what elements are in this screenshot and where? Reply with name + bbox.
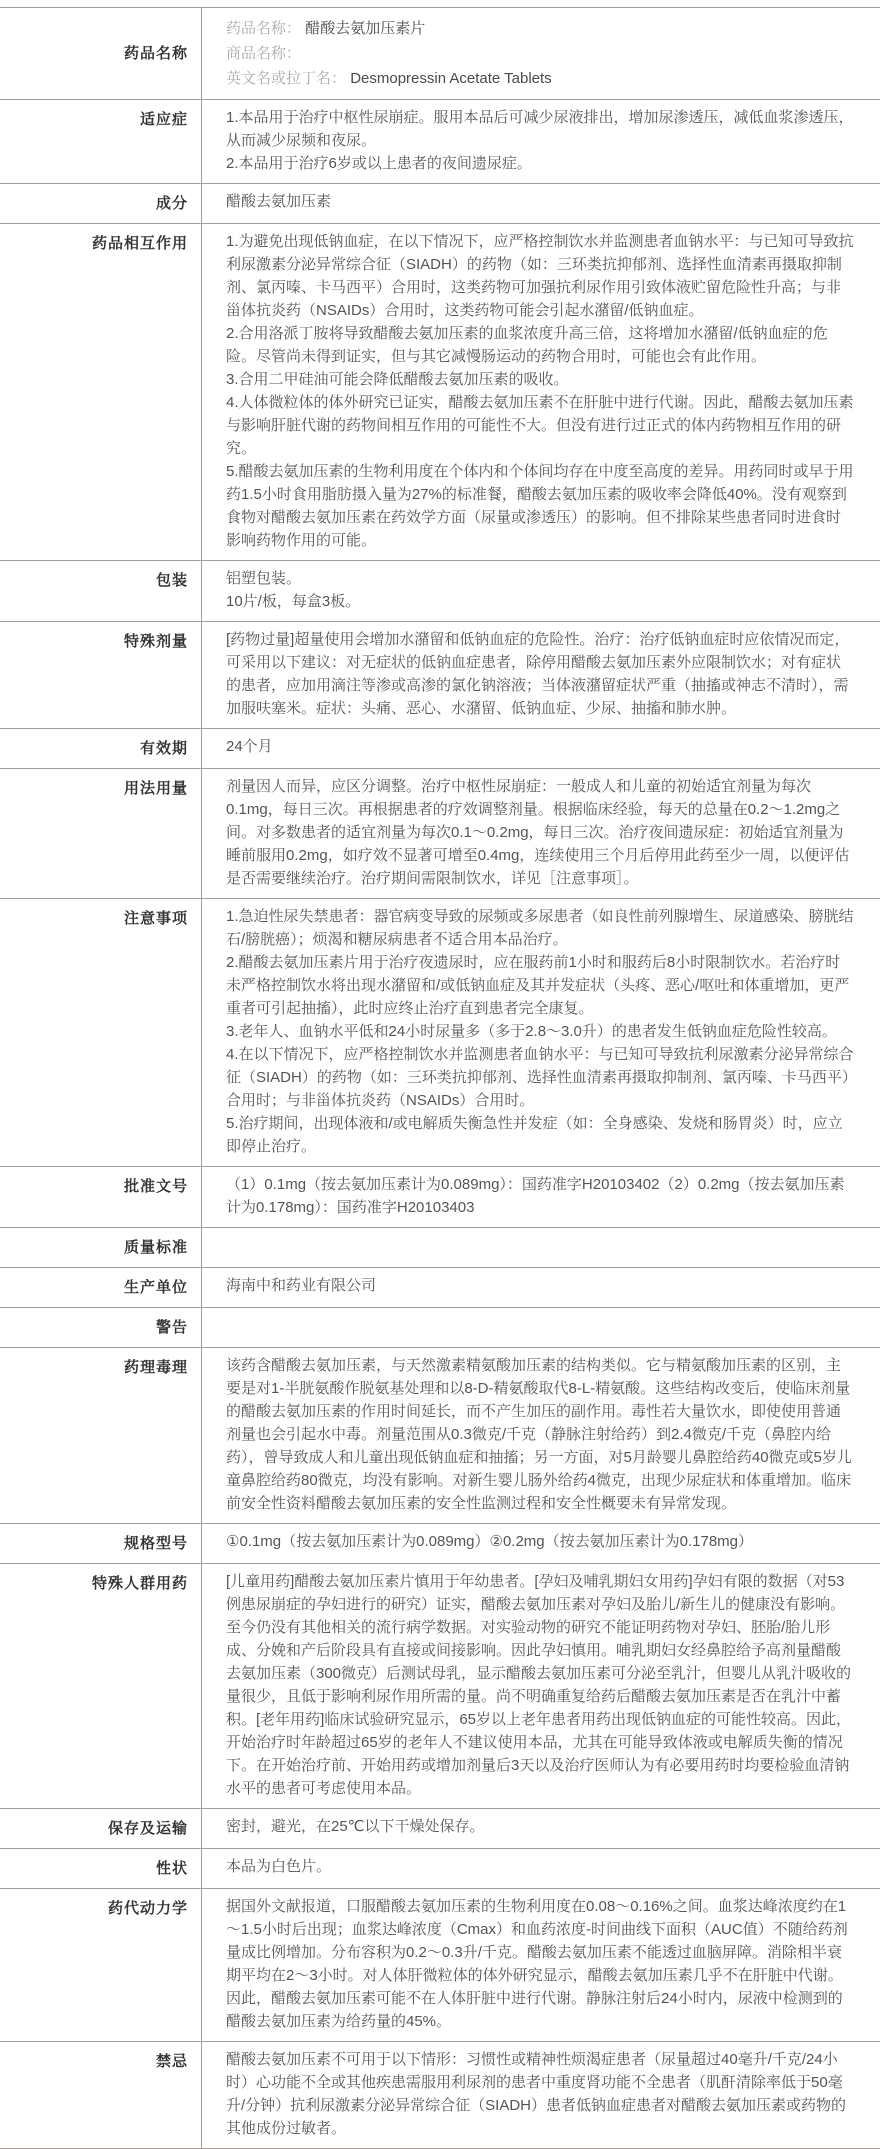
name-field-line	[226, 66, 855, 91]
row-content	[202, 1308, 880, 1347]
field-key: 英文名或拉丁名：	[226, 70, 347, 87]
table-row-approval-number	[0, 1167, 880, 1228]
table-row-description	[0, 1849, 880, 1889]
table-row-storage-transport	[0, 1809, 880, 1849]
row-label: 质量标准	[0, 1228, 202, 1267]
table-row-dosage-administration	[0, 769, 880, 899]
row-content	[202, 729, 880, 768]
row-label: 规格型号	[0, 1524, 202, 1563]
content-paragraph: 该药含醋酸去氨加压素，与天然激素精氨酸加压素的结构类似。它与精氨酸加压素的区别，主要是对1-半胱氨酸作脱氨基处理和以8-D-精氨酸取代8-L-精氨酸。这些结构改变后，使临床剂量的醋酸去氨加压素的作用时间延长，而不产生加压的副作用。毒性若大量饮水，即使使用普通剂量也会引起水中毒。剂量范围从0.3微克/千克（静脉注射给药）到2.4微克/千克（鼻腔内给药），曾导致成人和儿童出现低钠血症和抽搐；另一方面，对5月龄婴儿鼻腔给药40微克或5岁儿童鼻腔给药80微克，均没有影响。对新生婴儿肠外给药4微克，出现少尿症状和体重增加。临床前安全性资料醋酸去氨加压素的安全性监测过程和安全性概要未有异常发现。	[226, 1357, 852, 1512]
content-paragraph: [药物过量]超量使用会增加水潴留和低钠血症的危险性。治疗：治疗低钠血症时应依情况而定，可采用以下建议：对无症状的低钠血症患者，除停用醋酸去氨加压素外应限制饮水；对有症状的患者，应加用滴注等渗或高渗的氯化钠溶液；当体液潴留症状严重（抽搐或神志不清时），需加服呋塞米。症状：头痛、恶心、水潴留、低钠血症、少尿、抽搐和肺水肿。	[226, 631, 850, 717]
content-paragraph: 2.本品用于治疗6岁或以上患者的夜间遗尿症。	[226, 155, 532, 172]
table-row-quality-standard	[0, 1228, 880, 1268]
table-row-pharmacokinetics	[0, 1889, 880, 2042]
row-label: 包装	[0, 561, 202, 621]
content-paragraph: 10片/板，每盒3板。	[226, 593, 361, 610]
row-label: 警告	[0, 1308, 202, 1347]
table-row-packaging	[0, 561, 880, 622]
row-label: 药理毒理	[0, 1348, 202, 1523]
content-paragraph: ①0.1mg（按去氨加压素计为0.089mg）②0.2mg（按去氨加压素计为0.178mg）	[226, 1533, 754, 1550]
content-paragraph: 2.合用洛派丁胺将导致醋酸去氨加压素的血浆浓度升高三倍，这将增加水潴留/低钠血症的危险。尽管尚未得到证实，但与其它减慢肠运动的药物合用时，可能也会有此作用。	[226, 325, 828, 365]
row-content	[202, 8, 880, 99]
field-key: 药品名称：	[226, 20, 302, 37]
content-paragraph: 1.本品用于治疗中枢性尿崩症。服用本品后可减少尿液排出，增加尿渗透压，减低血浆渗透压，从而减少尿频和夜尿。	[226, 109, 854, 149]
row-content	[202, 224, 880, 560]
row-label: 有效期	[0, 729, 202, 768]
field-value: Desmopressin Acetate Tablets	[350, 70, 552, 87]
row-label: 注意事项	[0, 899, 202, 1166]
content-paragraph: 2.醋酸去氨加压素片用于治疗夜遗尿时，应在服药前1小时和服药后8小时限制饮水。若治疗时未严格控制饮水将出现水潴留和/或低钠血症及其并发症状（头疼、恶心/呕吐和体重增加，更严重者可引起抽搐），此时应终止治疗直到患者完全康复。	[226, 954, 850, 1017]
row-label: 适应症	[0, 100, 202, 183]
row-content	[202, 622, 880, 728]
content-paragraph: 4.人体微粒体的体外研究已证实，醋酸去氨加压素不在肝脏中进行代谢。因此，醋酸去氨加压素与影响肝脏代谢的药物间相互作用的可能性不大。但没有进行过正式的体内药物相互作用的研究。	[226, 394, 854, 457]
content-paragraph: 醋酸去氨加压素	[226, 193, 332, 210]
row-content	[202, 1348, 880, 1523]
content-paragraph: [儿童用药]醋酸去氨加压素片慎用于年幼患者。[孕妇及哺乳期妇女用药]孕妇有限的数据（对53例患尿崩症的孕妇进行的研究）证实，醋酸去氨加压素对孕妇及胎儿/新生儿的健康没有影响。至今仍没有其他相关的流行病学数据。对实验动物的研究不能证明药物对孕妇、胚胎/胎儿形成、分娩和产后阶段具有直接或间接影响。因此孕妇慎用。哺乳期妇女经鼻腔给予高剂量醋酸去氨加压素（300微克）后测试母乳，显示醋酸去氨加压素可分泌至乳汁，但婴儿从乳汁吸收的量很少，且低于影响利尿作用所需的量。尚不明确重复给药后醋酸去氨加压素是否在乳汁中蓄积。[老年用药]临床试验研究显示，65岁以上老年患者用药出现低钠血症的可能性较高。因此，开始治疗时年龄超过65岁的老年人不建议使用本品，尤其在可能导致体液或电解质失衡的情况下。在开始治疗前、开始用药或增加剂量后3天以及治疗医师认为有必要用药时均要检验血清钠水平的患者可考虑使用本品。	[226, 1573, 852, 1797]
content-paragraph: 3.老年人、血钠水平低和24小时尿量多（多于2.8～3.0升）的患者发生低钠血症危险性较高。	[226, 1023, 837, 1040]
row-content	[202, 1564, 880, 1808]
table-row-indications	[0, 100, 880, 184]
row-label: 药品相互作用	[0, 224, 202, 560]
row-content	[202, 1809, 880, 1848]
row-label: 性状	[0, 1849, 202, 1888]
row-content	[202, 100, 880, 183]
name-field-line	[226, 41, 855, 66]
row-label: 药代动力学	[0, 1889, 202, 2041]
content-paragraph: 24个月	[226, 738, 273, 755]
table-row-drug-name	[0, 8, 880, 100]
content-paragraph: 4.在以下情况下，应严格控制饮水并监测患者血钠水平：与已知可导致抗利尿激素分泌异常综合征（SIADH）的药物（如：三环类抗抑郁剂、选择性血清素再摄取抑制剂、氯丙嗪、卡马西平）合用时；与非甾体抗炎药（NSAIDs）合用时。	[226, 1046, 854, 1109]
row-content	[202, 1167, 880, 1227]
drug-info-table	[0, 7, 880, 2149]
table-row-drug-interactions	[0, 224, 880, 561]
content-paragraph: 本品为白色片。	[226, 1858, 332, 1875]
row-content	[202, 769, 880, 898]
row-label: 禁忌	[0, 2042, 202, 2148]
name-field-line	[226, 16, 855, 41]
table-row-pharmacology-toxicology	[0, 1348, 880, 1524]
row-label: 生产单位	[0, 1268, 202, 1307]
content-paragraph: 铝塑包装。	[226, 570, 302, 587]
field-value: 醋酸去氨加压素片	[305, 20, 426, 37]
table-row-special-dosage	[0, 622, 880, 729]
table-row-warning	[0, 1308, 880, 1348]
content-paragraph: 醋酸去氨加压素不可用于以下情形：习惯性或精神性烦渴症患者（尿量超过40毫升/千克/24小时）心功能不全或其他疾患需服用利尿剂的患者中重度肾功能不全患者（肌酐清除率低于50毫升/分钟）抗利尿激素分泌异常综合征（SIADH）患者低钠血症患者对醋酸去氨加压素或药物的其他成份过敏者。	[226, 2051, 847, 2137]
row-label: 药品名称	[0, 8, 202, 99]
row-content	[202, 1889, 880, 2041]
table-row-special-populations	[0, 1564, 880, 1809]
row-label: 用法用量	[0, 769, 202, 898]
content-paragraph: 据国外文献报道，口服醋酸去氨加压素的生物利用度在0.08～0.16%之间。血浆达峰浓度约在1～1.5小时后出现；血浆达峰浓度（Cmax）和血药浓度-时间曲线下面积（AUC值）不随给药剂量成比例增加。分布容积为0.2～0.3升/千克。醋酸去氨加压素不能透过血脑屏障。消除相半衰期平均在2～3小时。对人体肝微粒体的体外研究显示，醋酸去氨加压素几乎不在肝脏中代谢。因此，醋酸去氨加压素可能不在人体肝脏中进行代谢。静脉注射后24小时内，尿液中检测到的醋酸去氨加压素为给药量的45%。	[226, 1898, 848, 2030]
table-row-composition	[0, 184, 880, 224]
table-row-shelf-life	[0, 729, 880, 769]
table-row-contraindications	[0, 2042, 880, 2149]
content-paragraph: 3.合用二甲硅油可能会降低醋酸去氨加压素的吸收。	[226, 371, 569, 388]
content-paragraph: 剂量因人而异，应区分调整。治疗中枢性尿崩症：一般成人和儿童的初始适宜剂量为每次0.1mg，每日三次。再根据患者的疗效调整剂量。根据临床经验，每天的总量在0.2～1.2mg之间。对多数患者的适宜剂量为每次0.1～0.2mg，每日三次。治疗夜间遗尿症：初始适宜剂量为睡前服用0.2mg，如疗效不显著可增至0.4mg，连续使用三个月后停用此药至少一周，以便评估是否需要继续治疗。治疗期间需限制饮水，详见［注意事项］。	[226, 778, 850, 887]
row-content	[202, 2042, 880, 2148]
content-paragraph: 5.治疗期间，出现体液和/或电解质失衡急性并发症（如：全身感染、发烧和肠胃炎）时，应立即停止治疗。	[226, 1115, 843, 1155]
content-paragraph: （1）0.1mg（按去氨加压素计为0.089mg）：国药准字H20103402（2）0.2mg（按去氨加压素计为0.178mg）：国药准字H20103403	[226, 1176, 845, 1216]
row-label: 批准文号	[0, 1167, 202, 1227]
row-content	[202, 184, 880, 223]
content-paragraph: 5.醋酸去氨加压素的生物利用度在个体内和个体间均存在中度至高度的差异。用药同时或早于用药1.5小时食用脂肪摄入量为27%的标准餐，醋酸去氨加压素的吸收率会降低40%。没有观察到食物对醋酸去氨加压素在药效学方面（尿量或渗透压）的影响。但不排除某些患者同时进食时影响药物作用的可能。	[226, 463, 854, 549]
row-label: 保存及运输	[0, 1809, 202, 1848]
content-paragraph: 密封，避光，在25℃以下干燥处保存。	[226, 1818, 485, 1835]
table-row-specification	[0, 1524, 880, 1564]
row-content	[202, 1268, 880, 1307]
field-key: 商品名称：	[226, 45, 302, 62]
row-content	[202, 1228, 880, 1267]
content-paragraph: 1.为避免出现低钠血症，在以下情况下，应严格控制饮水并监测患者血钠水平：与已知可导致抗利尿激素分泌异常综合征（SIADH）的药物（如：三环类抗抑郁剂、选择性血清素再摄取抑制剂、氯丙嗪、卡马西平）合用时，这类药物可加强抗利尿作用引致体液贮留危险性升高；与非甾体抗炎药（NSAIDs）合用时，这类药物可能会引起水潴留/低钠血症。	[226, 233, 854, 319]
content-paragraph: 海南中和药业有限公司	[226, 1277, 377, 1294]
row-content	[202, 561, 880, 621]
table-row-manufacturer	[0, 1268, 880, 1308]
content-paragraph: 1.急迫性尿失禁患者：器官病变导致的尿频或多尿患者（如良性前列腺增生、尿道感染、膀胱结石/膀胱癌）；烦渴和糖尿病患者不适合用本品治疗。	[226, 908, 854, 948]
row-content	[202, 1524, 880, 1563]
row-label: 成分	[0, 184, 202, 223]
row-label: 特殊人群用药	[0, 1564, 202, 1808]
table-row-precautions	[0, 899, 880, 1167]
row-content	[202, 1849, 880, 1888]
row-label: 特殊剂量	[0, 622, 202, 728]
row-content	[202, 899, 880, 1166]
